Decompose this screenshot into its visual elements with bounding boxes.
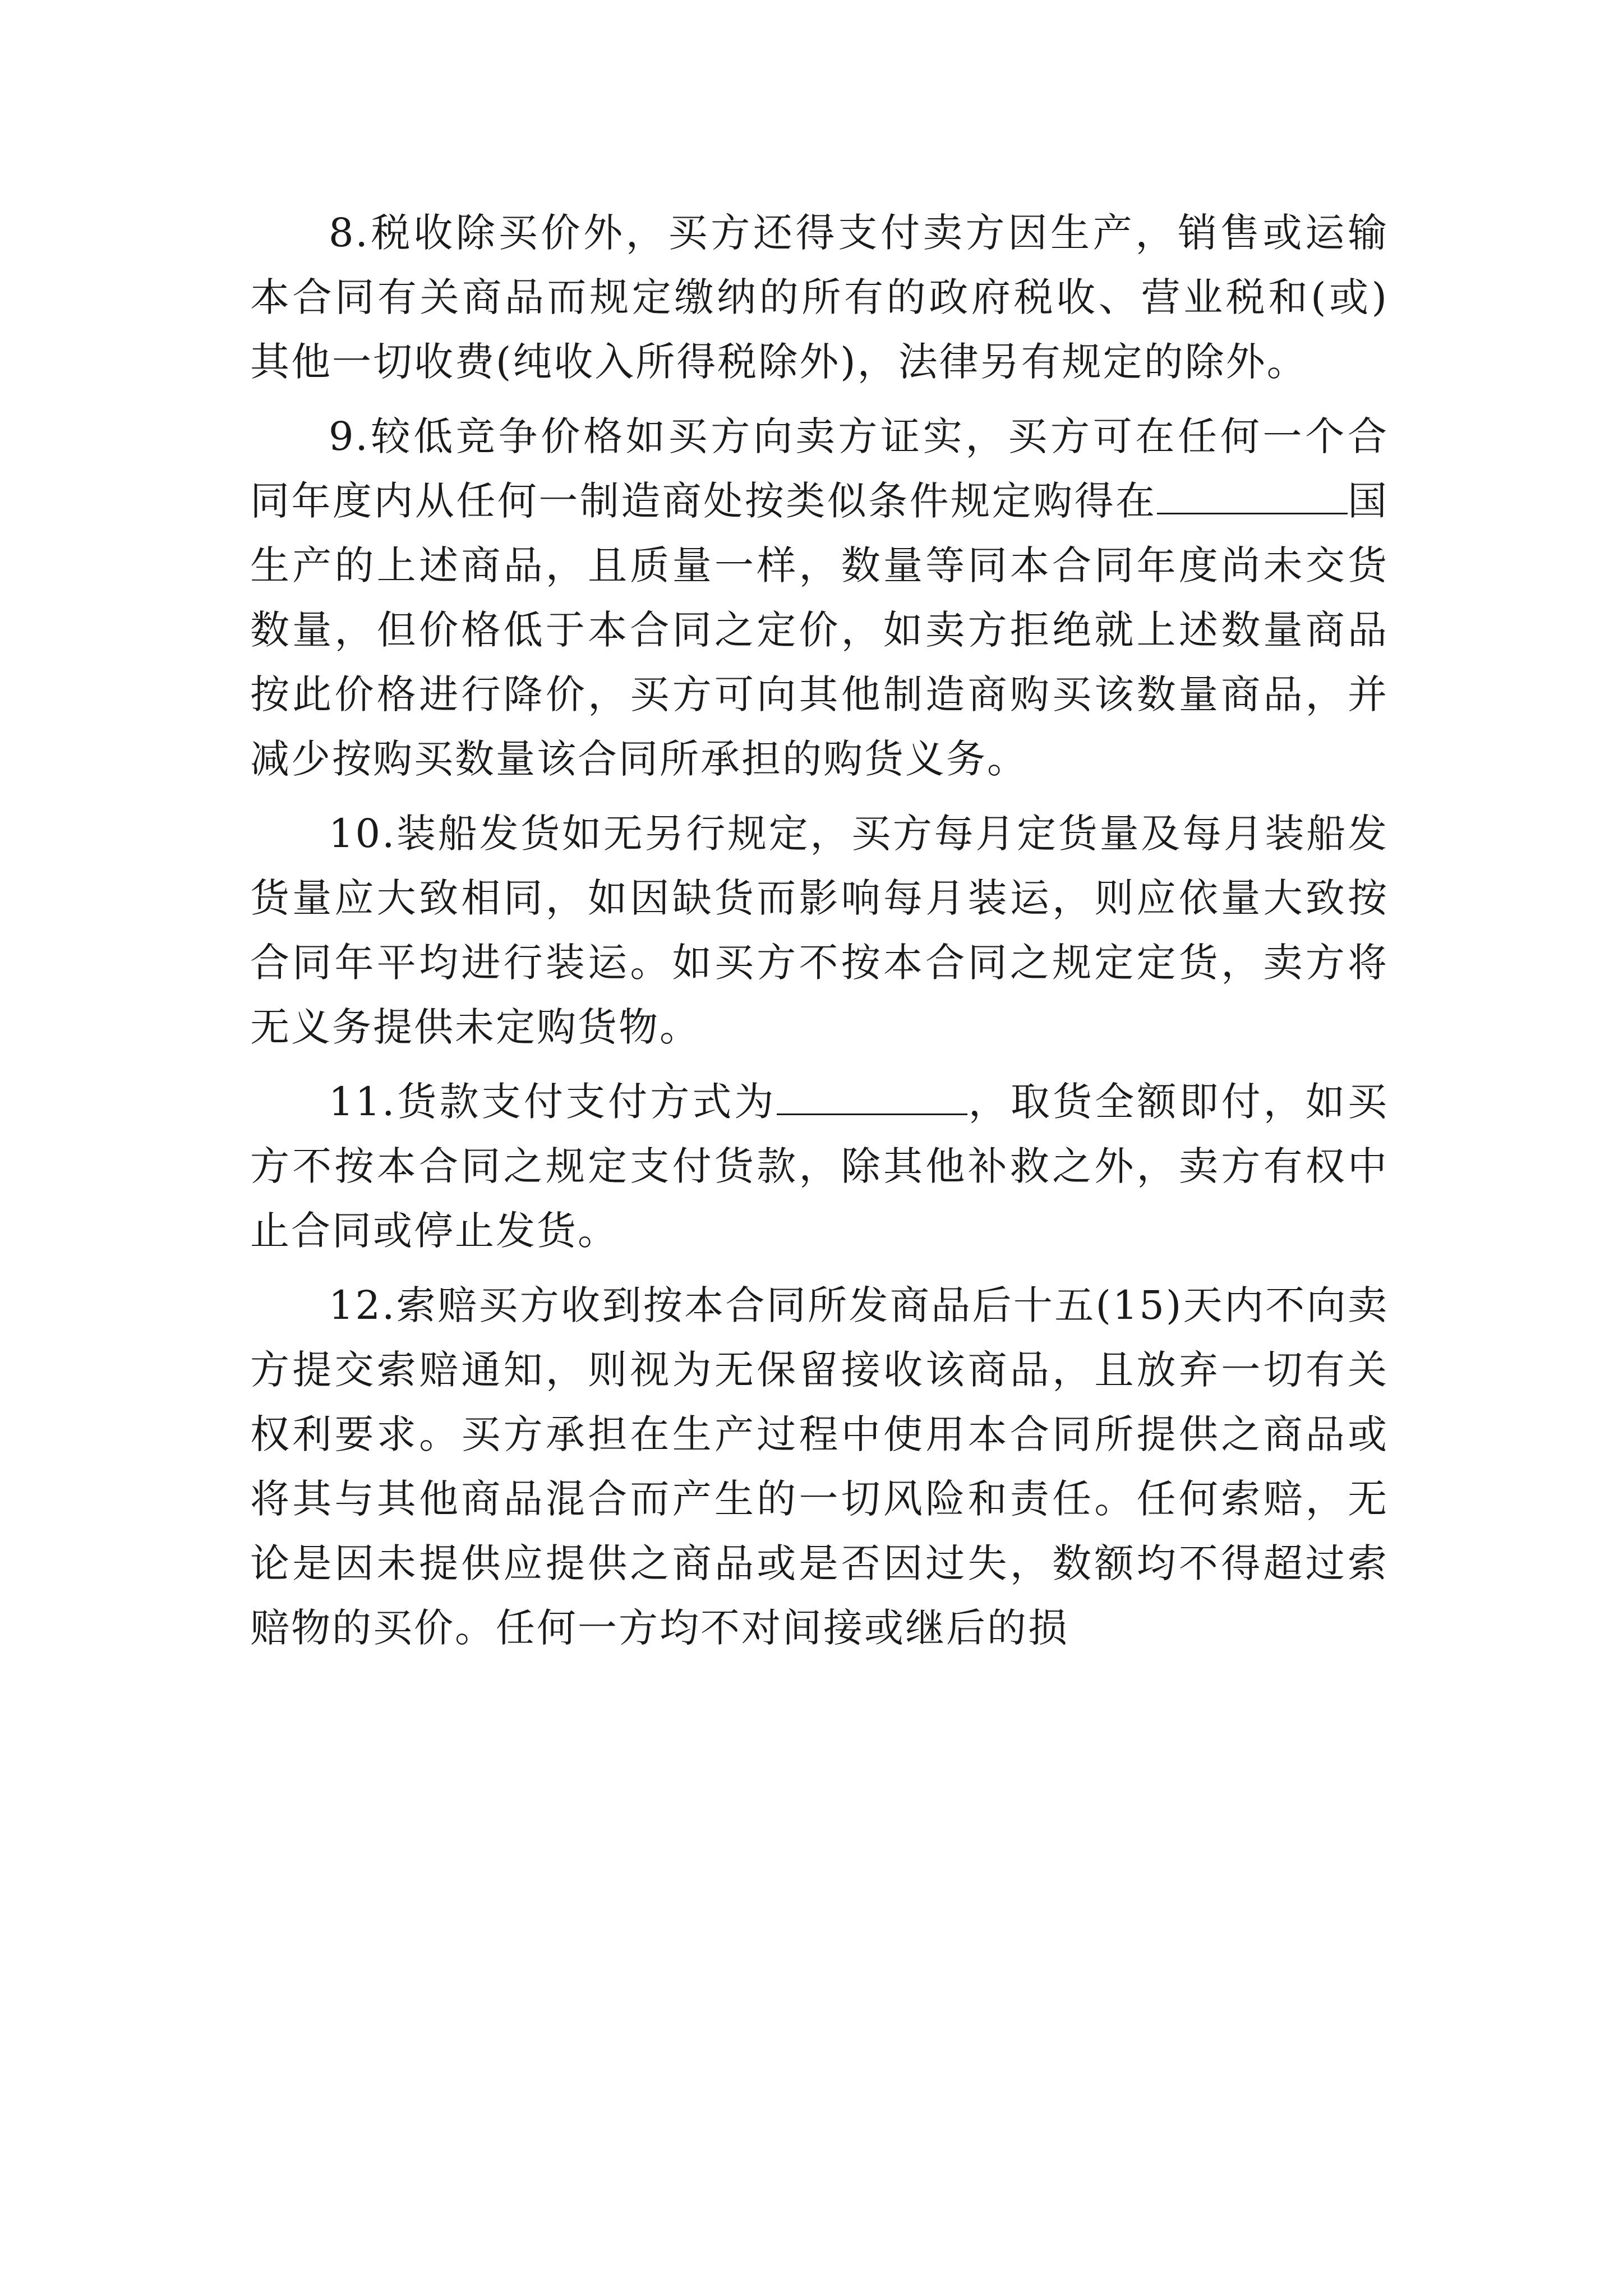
clause-9-text-before-blank: 9.较低竞争价格如买方向卖方证实，买方可在任何一个合同年度内从任何一制造商处按类似条件规定购得在 xyxy=(250,413,1389,524)
clause-11-text-after-blank: ，取货全额即付，如买方不按本合同之规定支付货款，除其他补救之外，卖方有权中止合同或停止发货。 xyxy=(250,1079,1389,1254)
clause-8-paragraph: 8.税收除买价外，买方还得支付卖方因生产，销售或运输本合同有关商品而规定缴纳的所有的政府税收、营业税和(或)其他一切收费(纯收入所得税除外)，法律另有规定的除外。 xyxy=(250,210,1389,385)
clause-9-text-after-blank: 国生产的上述商品，且质量一样，数量等同本合同年度尚未交货数量，但价格低于本合同之定价，如卖方拒绝就上述数量商品按此价格进行降价，买方可向其他制造商购买该数量商品，并减少按购买数量该合同所承担的购货义务。 xyxy=(250,478,1389,782)
clause-10-paragraph: 10.装船发货如无另行规定，买方每月定货量及每月装船发货量应大致相同，如因缺货而影响每月装运，则应依量大致按合同年平均进行装运。如买方不按本合同之规定定货，卖方将无义务提供未定购货物。 xyxy=(250,811,1389,1050)
clause-12-paragraph: 12.索赔买方收到按本合同所发商品后十五(15)天内不向卖方提交索赔通知，则视为无保留接收该商品，且放弃一切有关权利要求。买方承担在生产过程中使用本合同所提供之商品或将其与其他商品混合而产生的一切风险和责任。任何索赔，无论是因未提供应提供之商品或是否因过失，数额均不得超过索赔物的买价。任何一方均不对间接或继后的损 xyxy=(250,1282,1389,1651)
clause-9-paragraph xyxy=(250,404,1389,792)
country-fill-in-blank[interactable] xyxy=(1157,479,1348,514)
payment-method-fill-in-blank[interactable] xyxy=(777,1080,967,1115)
clause-11-paragraph xyxy=(250,1070,1389,1263)
clause-11-text-before-blank: 11.货款支付支付方式为 xyxy=(329,1079,777,1125)
document-body xyxy=(250,201,1389,1671)
